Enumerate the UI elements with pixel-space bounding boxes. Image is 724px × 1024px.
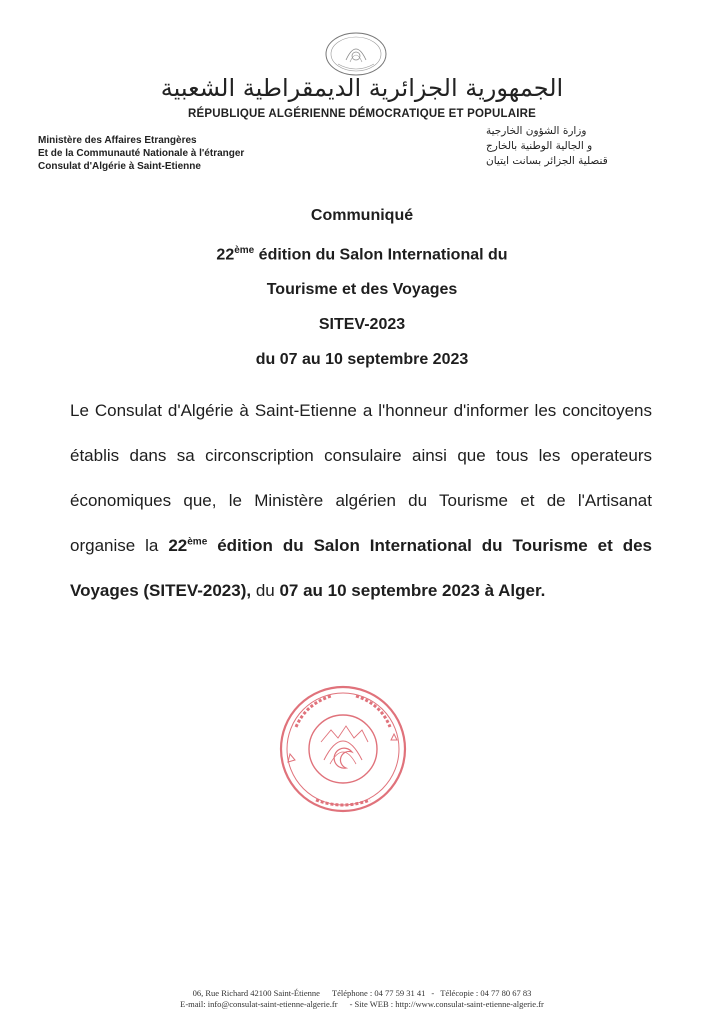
ministry-line: Consulat d'Algérie à Saint-Etienne	[38, 161, 201, 172]
heading-acronym: SITEV-2023	[318, 316, 406, 334]
ministry-line: Ministère des Affaires Etrangères	[38, 135, 197, 146]
ministry-line-ar: وزارة الشؤون الخارجية	[486, 125, 587, 137]
footer-web-line: E-mail: info@consulat-saint-etienne-algerie.fr - Site WEB : http://www.consulat-saint-etienne-algerie.fr	[180, 999, 544, 1009]
ministry-header-ar	[486, 124, 686, 169]
heading-title: Communiqué	[310, 207, 414, 224]
ministry-line-ar: و الجالية الوطنية بالخارج	[486, 140, 593, 152]
heading-edition: 22ème édition du Salon International du	[216, 245, 508, 264]
heading-event: Tourisme et des Voyages	[266, 281, 458, 299]
ministry-header-fr	[38, 134, 244, 173]
heading-dates: du 07 au 10 septembre 2023	[255, 351, 469, 369]
french-republic-title: RÉPUBLIQUE ALGÉRIENNE DÉMOCRATIQUE ET POPULAIRE	[187, 108, 537, 120]
communique-body: Le Consulat d'Algérie à Saint-Etienne a l'honneur d'informer les concitoyens établis dans sa circonscription consulaire ainsi que tous les operateurs économiques que, le Ministère algérien du Tourisme et de l'Artisanat organise la 22ème édition du Salon International du Tourisme et des Voyages (SITEV-2023), du 07 au 10 septembre 2023 à Alger.	[70, 401, 652, 600]
footer-contact-line: 06, Rue Richard 42100 Saint-Étienne Téléphone : 04 77 59 31 41 - Télécopie : 04 77 80 67 83	[192, 988, 532, 998]
ministry-line: Et de la Communauté Nationale à l'étranger	[38, 148, 245, 159]
national-emblem-icon	[318, 30, 394, 78]
ministry-line-ar: قنصلية الجزائر بسانت ايتيان	[486, 155, 608, 167]
arabic-republic-title: الجمهورية الجزائرية الديمقراطية الشعبية	[160, 74, 564, 102]
consular-stamp-icon	[276, 682, 410, 816]
page-footer	[0, 988, 724, 1010]
communique-heading	[0, 198, 724, 377]
